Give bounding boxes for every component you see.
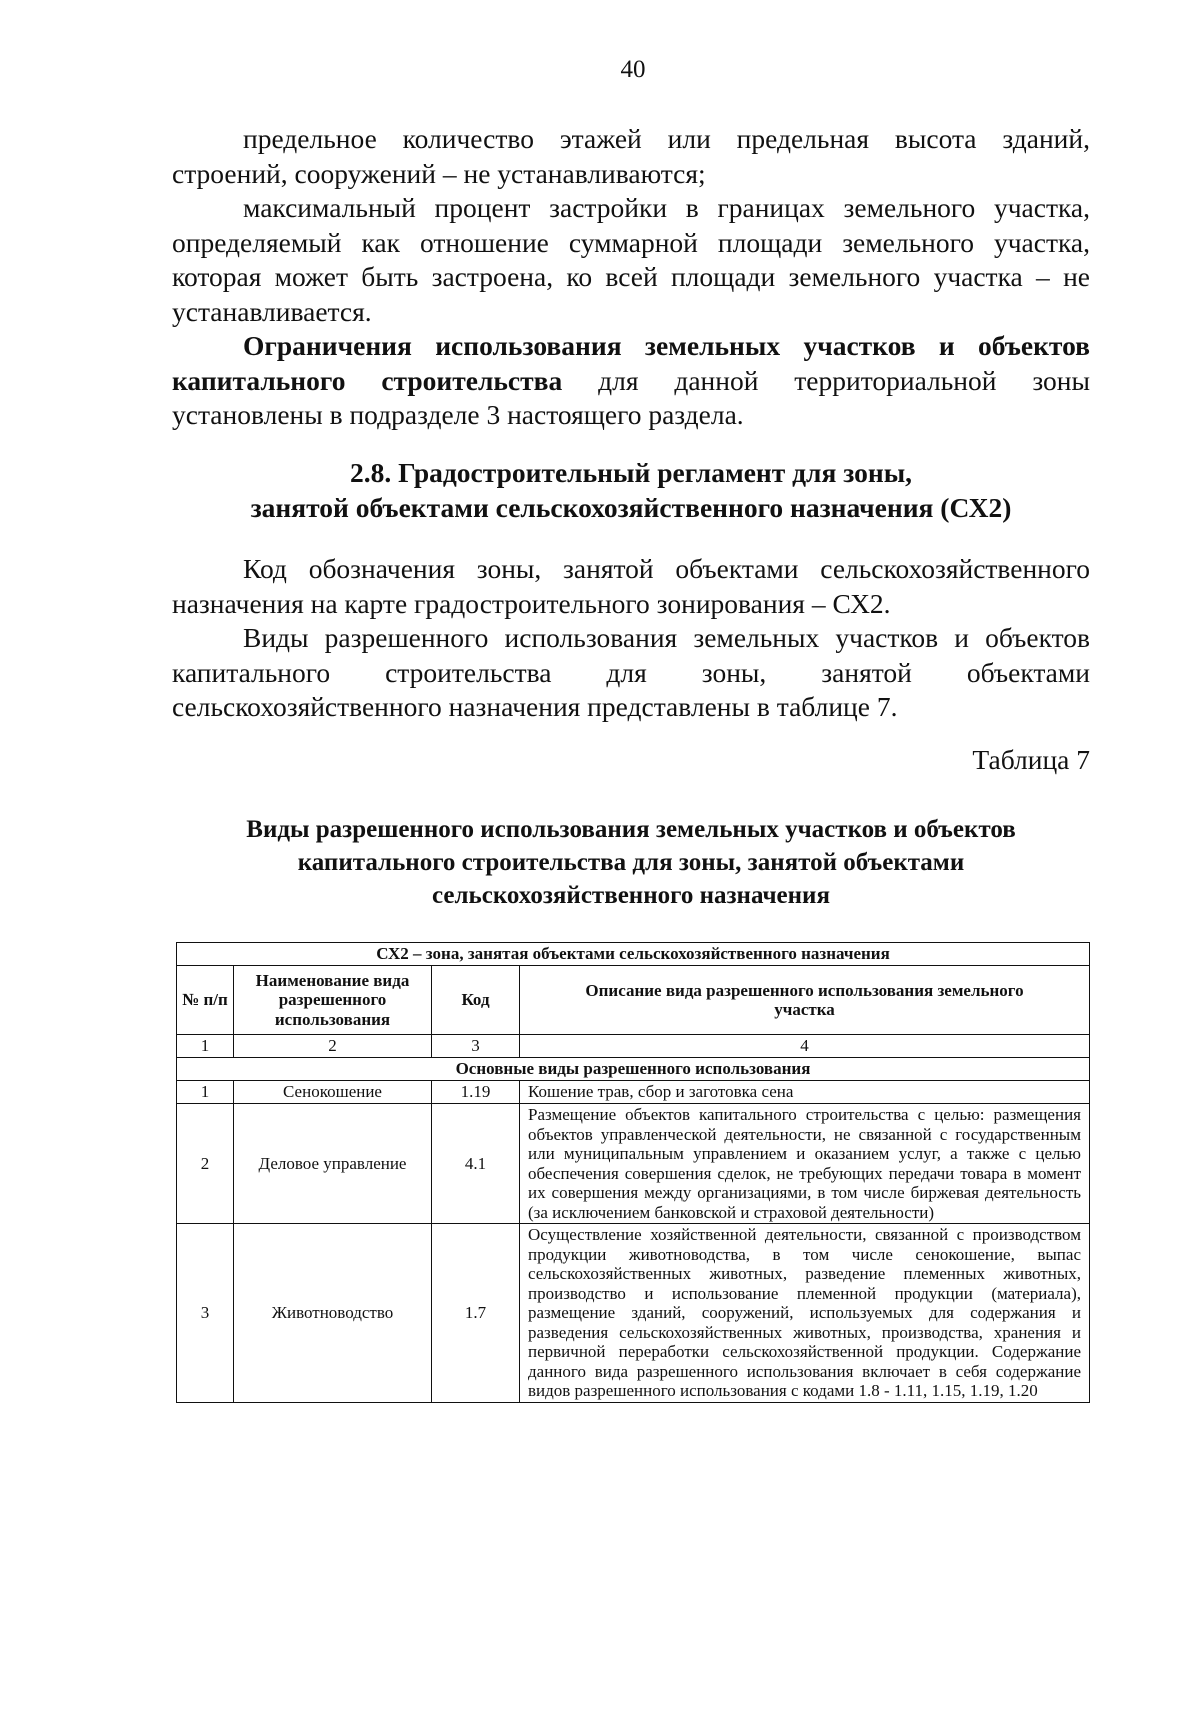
column-number: 3 bbox=[432, 1035, 520, 1058]
page-number: 40 bbox=[620, 56, 646, 83]
table-row bbox=[177, 1081, 1090, 1104]
table-zone-header: СХ2 – зона, занятая объектами сельскохозяйственного назначения bbox=[177, 943, 1090, 966]
row-code: 1.7 bbox=[432, 1224, 520, 1403]
table-row bbox=[177, 1224, 1090, 1403]
table-zone-header-row bbox=[177, 943, 1090, 966]
column-number: 4 bbox=[520, 1035, 1090, 1058]
table-title-line2: капитального строительства для зоны, занятой объектами bbox=[297, 849, 965, 876]
row-num: 2 bbox=[177, 1104, 234, 1224]
paragraph-height-limit: предельное количество этажей или предельная высота зданий, строений, сооружений – не устанавливаются; bbox=[172, 123, 1090, 189]
code-text bbox=[172, 552, 1090, 725]
paragraph-permitted-uses: Виды разрешенного использования земельных участков и объектов капитального строительства для зоны, занятой объектами сельскохозяйственного назначения представлены в таблице 7. bbox=[172, 622, 1090, 722]
row-name: Животноводство bbox=[234, 1224, 432, 1403]
table-title bbox=[172, 813, 1090, 912]
paragraph-max-build-percent: максимальный процент застройки в границах земельного участка, определяемый как отношение суммарной площади земельного участка, которая может быть застроена, ко всей площади земельного участка – не устанавливается. bbox=[172, 192, 1090, 327]
permitted-use-table bbox=[176, 942, 1090, 1403]
column-header-num: № п/п bbox=[177, 966, 234, 1035]
column-number: 2 bbox=[234, 1035, 432, 1058]
restrictions-bold-lead: Ограничения использования земельных участков и объектов капитального строительства bbox=[172, 330, 1090, 396]
table-label: Таблица 7 bbox=[972, 744, 1090, 775]
row-desc: Кошение трав, сбор и заготовка сена bbox=[520, 1081, 1090, 1104]
row-desc: Размещение объектов капитального строительства с целью: размещения объектов управленческой деятельности, не связанной с государственным или муниципальным управлением и оказанием услуг, а также с целью обеспечения совершения сделок, не требующих передачи товара в момент их совершения между организациями, в том числе биржевая деятельность (за исключением банковской и страховой деятельности) bbox=[520, 1104, 1090, 1224]
row-desc: Осуществление хозяйственной деятельности, связанной с производством продукции животноводства, в том числе сенокошение, выпас сельскохозяйственных животных, разведение племенных животных, производство и использование племенной продукции (материала), размещение зданий, сооружений, используемых для содержания и разведения сельскохозяйственных животных, производства, хранения и первичной переработки сельскохозяйственной продукции. Содержание данного вида разрешенного использования включает в себя содержание видов разрешенного использования с кодами 1.8 - 1.11, 1.15, 1.19, 1.20 bbox=[520, 1224, 1090, 1403]
table-title-line1: Виды разрешенного использования земельных участков и объектов bbox=[246, 816, 1016, 843]
row-name: Сенокошение bbox=[234, 1081, 432, 1104]
section-heading-line2: занятой объектами сельскохозяйственного назначения (СХ2) bbox=[250, 491, 1012, 523]
section-heading-line1: 2.8. Градостроительный регламент для зоны, bbox=[349, 457, 913, 488]
table-column-header-row bbox=[177, 966, 1090, 1035]
column-header-code: Код bbox=[432, 966, 520, 1035]
column-number: 1 bbox=[177, 1035, 234, 1058]
table-column-number-row bbox=[177, 1035, 1090, 1058]
table-title-line3: сельскохозяйственного назначения bbox=[432, 882, 830, 909]
column-header-desc: Описание вида разрешенного использования земельного участка bbox=[520, 966, 1090, 1035]
section-heading bbox=[172, 456, 1090, 525]
row-num: 3 bbox=[177, 1224, 234, 1403]
column-header-name: Наименование вида разрешенного использования bbox=[234, 966, 432, 1035]
intro-text bbox=[172, 122, 1090, 433]
row-name: Деловое управление bbox=[234, 1104, 432, 1224]
row-num: 1 bbox=[177, 1081, 234, 1104]
table-row bbox=[177, 1104, 1090, 1224]
table-group-header: Основные виды разрешенного использования bbox=[177, 1058, 1090, 1081]
paragraph-restrictions bbox=[172, 329, 1090, 433]
restrictions-text: для данной территориальной зоны установлены в подразделе 3 настоящего раздела. bbox=[172, 364, 1090, 430]
row-code: 4.1 bbox=[432, 1104, 520, 1224]
table-group-header-row bbox=[177, 1058, 1090, 1081]
paragraph-zone-code: Код обозначения зоны, занятой объектами сельскохозяйственного назначения на карте градостроительного зонирования – СХ2. bbox=[172, 553, 1090, 619]
row-code: 1.19 bbox=[432, 1081, 520, 1104]
